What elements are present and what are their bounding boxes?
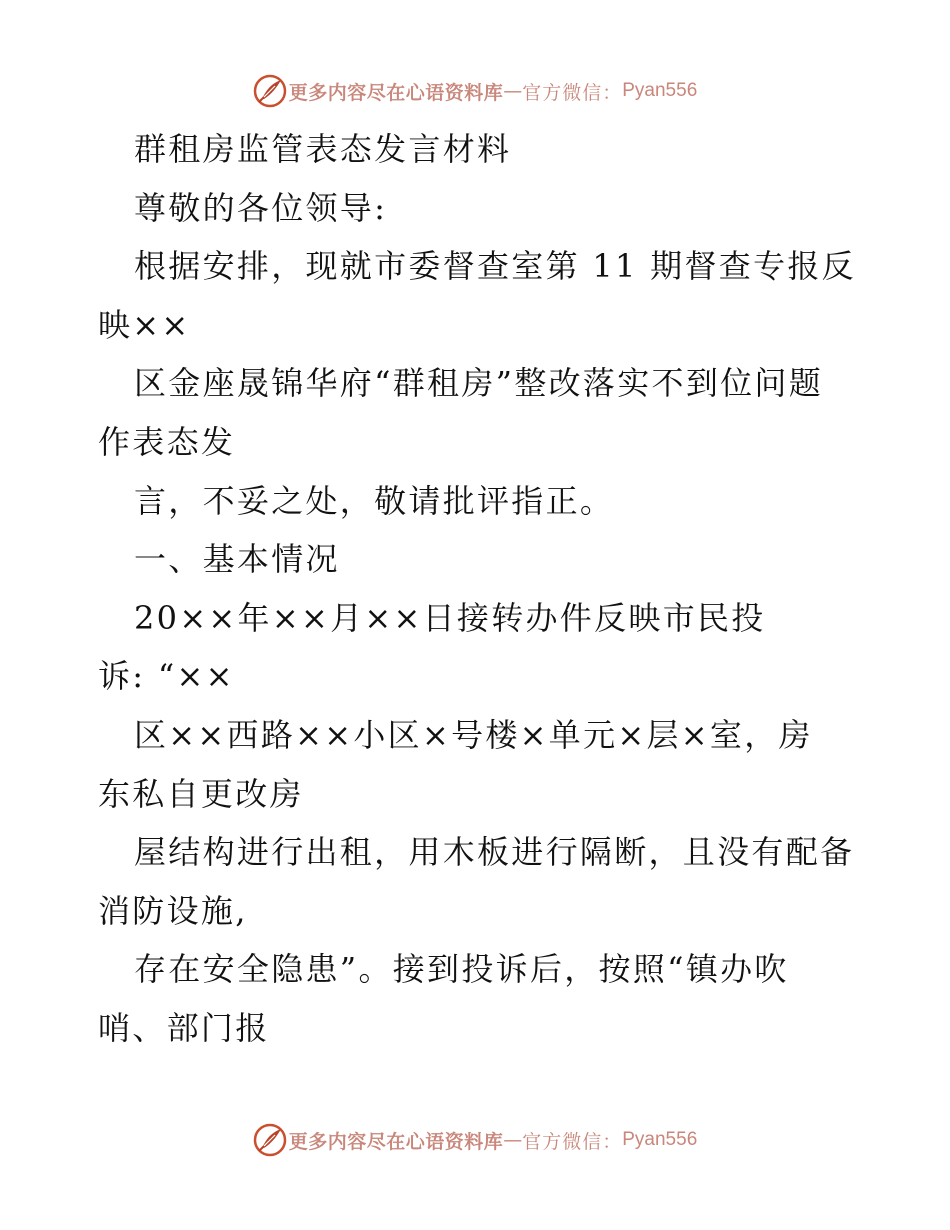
red-feather-logo-icon [253,1123,287,1157]
watermark-banner-top [0,71,950,111]
watermark-wechat-id: Pyan556 [622,80,698,101]
document-line: 哨、部门报 [98,1009,270,1047]
document-line: 存在安全隐患”。接到投诉后，按照“镇办吹 [134,950,789,989]
document-line: 群租房监管表态发言材料 [134,130,512,168]
watermark-dash: — [503,80,523,102]
document-line: 作表态发 [98,423,236,461]
document-line: 消防设施, [98,891,248,930]
red-feather-logo-icon [253,74,287,108]
document-line: 屋结构进行出租，用木板进行隔断，且没有配备 [134,833,855,872]
document-line: 20××年××月××日接转办件反映市民投 [134,598,766,637]
document-line: 区金座晟锦华府“群租房”整改落实不到位问题 [134,364,824,403]
watermark-wechat-label: 官方微信： [522,1130,623,1153]
document-line: 言，不妥之处，敬请批评指正。 [134,481,615,520]
document-line: 区××西路××小区×号楼×单元×层×室，房 [134,716,813,754]
document-line: 东私自更改房 [98,774,304,813]
document-line: 根据安排，现就市委督查室第 11 期督查专报反 [134,247,856,286]
watermark-brand: 更多内容尽在心语资料库 [288,81,504,104]
document-line: 诉: “×× [98,657,235,696]
document-line: 一、基本情况 [134,540,340,579]
watermark-wechat-label: 官方微信： [522,81,623,104]
document-line: 尊敬的各位领导: [134,188,388,227]
watermark-banner-bottom [0,1120,950,1160]
watermark-wechat-id: Pyan556 [622,1129,698,1150]
document-line: 映×× [98,305,191,344]
watermark-brand: 更多内容尽在心语资料库 [288,1130,504,1153]
watermark-dash: — [503,1129,523,1151]
